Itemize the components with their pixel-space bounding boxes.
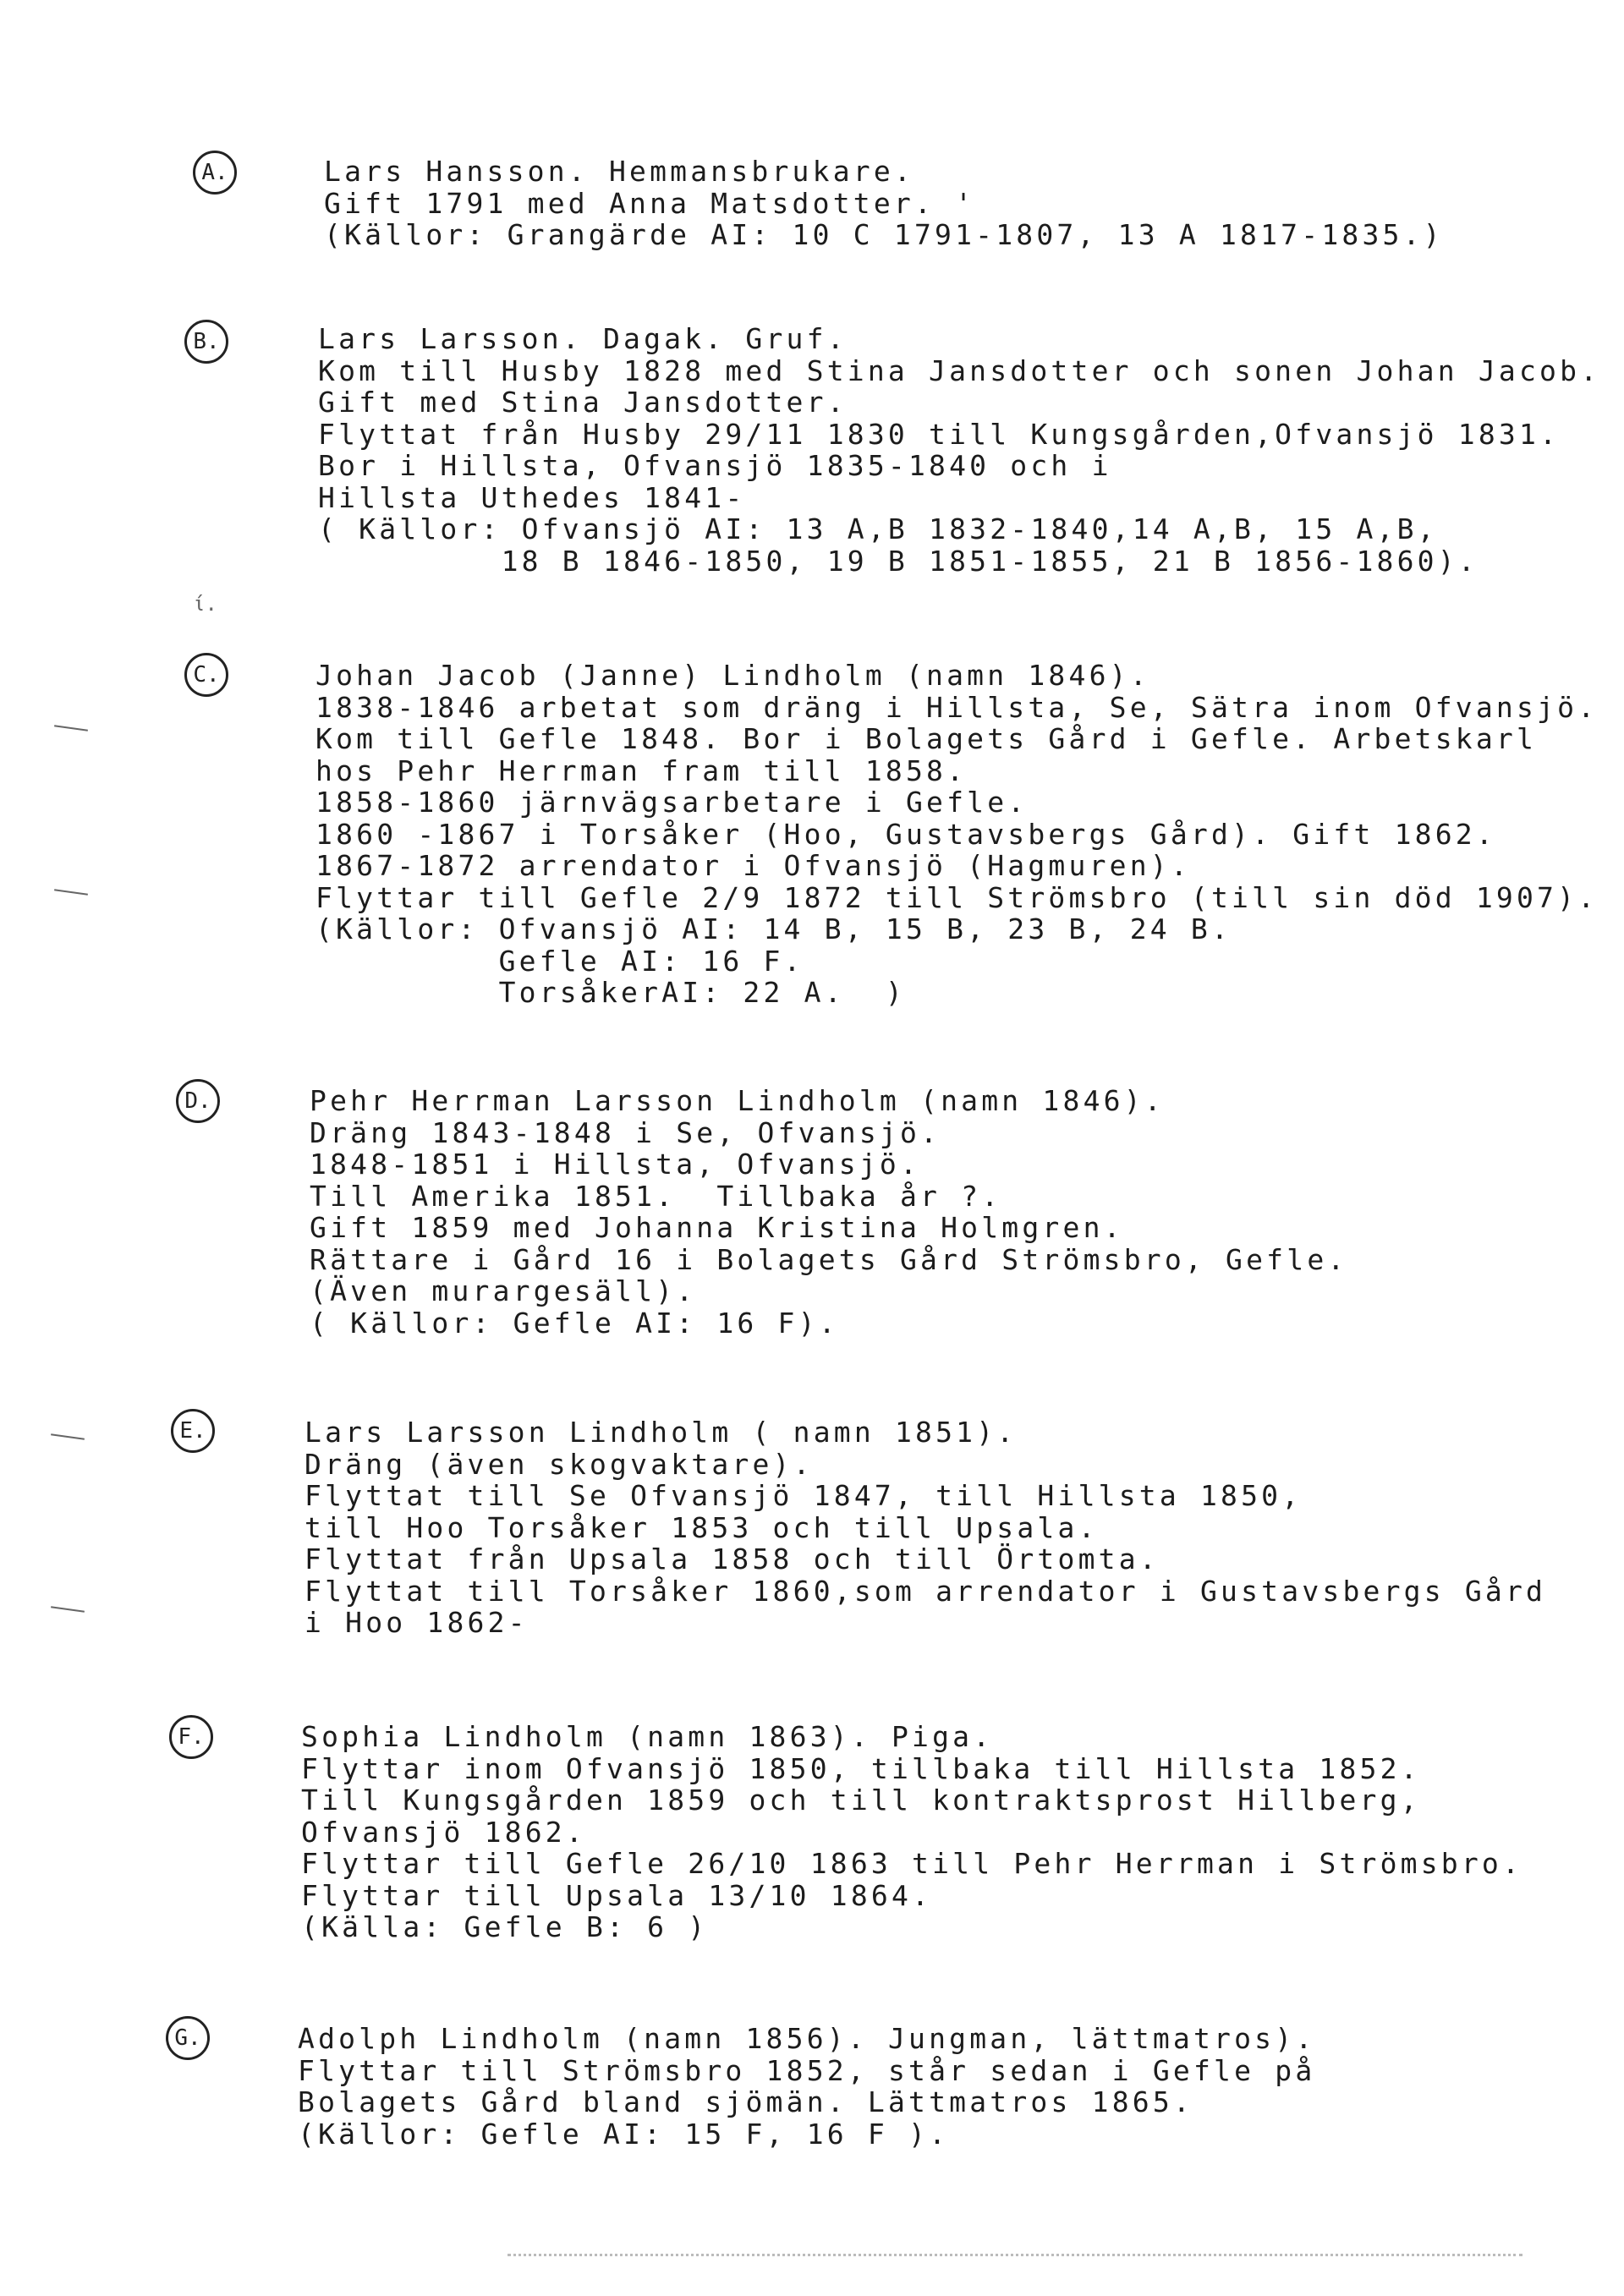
text-line: Lars Larsson. Dagak. Gruf. [318,322,848,355]
text-line: Dräng 1843-1848 i Se, Ofvansjö. [310,1115,941,1149]
entry-text [298,2023,1315,2150]
text-line: Bor i Hillsta, Ofvansjö 1835-1840 och i [318,449,1112,482]
text-line: Kom till Gefle 1848. Bor i Bolagets Gård i Gefle. Arbetskarl [315,722,1538,755]
text-line: 1858-1860 järnvägsarbetare i Gefle. [315,786,1029,819]
text-line: Gift 1859 med Johanna Kristina Holmgren. [310,1211,1124,1244]
entry-text [324,156,1444,251]
text-line: Dräng (även skogvaktare). [304,1447,814,1481]
text-line: (Källor: Grangärde AI: 10 C 1791-1807, 13 A 1817-1835.) [324,218,1444,251]
text-line: Flyttat från Husby 29/11 1830 till Kungsgården,Ofvansjö 1831. [318,417,1561,451]
text-line: Lars Larsson Lindholm ( namn 1851). [304,1416,1018,1449]
text-line: Sophia Lindholm (namn 1863). Piga. [301,1720,994,1753]
text-line: 1867-1872 arrendator i Ofvansjö (Hagmuren). [315,849,1191,882]
text-line: ( Källor: Gefle AI: 16 F). [310,1306,839,1340]
text-line: Flyttar till Upsala 13/10 1864. [301,1878,933,1912]
text-line: Gift med Stina Jansdotter. [318,386,848,419]
entry-text [315,660,1598,1009]
text-line: Gefle AI: 16 F. [315,944,804,978]
text-line: Rättare i Gård 16 i Bolagets Gård Strömsbro, Gefle. [310,1242,1348,1276]
text-line: 1848-1851 i Hillsta, Ofvansjö. [310,1148,921,1181]
entry-marker: D. [176,1079,220,1123]
entry-marker: G. [166,2016,210,2060]
text-line: Hillsta Uthedes 1841- [318,480,746,514]
text-line: Flyttar till Gefle 2/9 1872 till Strömsbro (till sin död 1907). [315,880,1599,914]
text-line: 1860 -1867 i Torsåker (Hoo, Gustavsbergs Gård). Gift 1862. [315,817,1496,851]
text-line: TorsåkerAI: 22 A. ) [315,976,906,1009]
text-line: Flyttar till Gefle 26/10 1863 till Pehr Herrman i Strömsbro. [301,1847,1523,1880]
entry-text [304,1417,1546,1639]
text-line: hos Pehr Herrman fram till 1858. [315,753,968,787]
text-line: Lars Hansson. Hemmansbrukare. [324,155,914,188]
text-line: Johan Jacob (Janne) Lindholm (namn 1846). [315,659,1150,692]
margin-tick [54,725,88,732]
text-line: (Källor: Gefle AI: 15 F, 16 F ). [298,2117,950,2151]
text-line: Flyttat till Torsåker 1860,som arrendator i Gustavsbergs Gård [304,1574,1547,1608]
scan-artifact-dotted-line [508,2254,1522,2259]
margin-tick [51,1606,85,1613]
text-line: Till Kungsgården 1859 och till kontraktsprost Hillberg, [301,1784,1421,1817]
text-line: Flyttar inom Ofvansjö 1850, tillbaka till Hillsta 1852. [301,1751,1421,1785]
entry-marker: F. [169,1715,213,1759]
text-line: 1838-1846 arbetat som dräng i Hillsta, Se, Sätra inom Ofvansjö. [315,690,1599,724]
entry-text [310,1085,1347,1339]
text-line: Flyttat till Se Ofvansjö 1847, till Hillsta 1850, [304,1479,1303,1512]
text-line: Adolph Lindholm (namn 1856). Jungman, lättmatros). [298,2022,1316,2055]
margin-tick [51,1433,85,1440]
text-line: i Hoo 1862- [304,1606,529,1639]
text-line: Pehr Herrman Larsson Lindholm (namn 1846). [310,1084,1165,1117]
margin-tick [54,889,88,896]
entry-marker: C. [184,653,228,697]
text-line: Flyttat från Upsala 1858 och till Örtomta. [304,1543,1160,1575]
text-line: (Källa: Gefle B: 6 ) [301,1910,709,1943]
text-line: (Källor: Ofvansjö AI: 14 B, 15 B, 23 B, 24 B. [315,912,1232,945]
text-line: 18 B 1846-1850, 19 B 1851-1855, 21 B 1856-1860). [318,544,1479,578]
entry-marker: A. [193,151,237,195]
text-line: Flyttar till Strömsbro 1852, står sedan i Gefle på [298,2053,1316,2087]
text-line: Ofvansjö 1862. [301,1815,586,1849]
text-line: till Hoo Torsåker 1853 och till Upsala. [304,1510,1099,1544]
stray-mark: ί. [193,592,217,616]
entry-marker: B. [184,320,228,364]
entry-marker: E. [171,1409,215,1453]
text-line: Till Amerika 1851. Tillbaka år ?. [310,1179,1002,1213]
entry-text [318,323,1600,577]
text-line: Kom till Husby 1828 med Stina Jansdotter och sonen Johan Jacob. [318,353,1601,387]
entry-text [301,1721,1522,1943]
text-line: ( Källor: Ofvansjö AI: 13 A,B 1832-1840,14 A,B, 15 A,B, [318,512,1438,545]
text-line: (Även murargesäll). [310,1274,697,1307]
text-line: Bolagets Gård bland sjömän. Lättmatros 1865. [298,2085,1193,2118]
text-line: Gift 1791 med Anna Matsdotter. ' [324,186,976,220]
